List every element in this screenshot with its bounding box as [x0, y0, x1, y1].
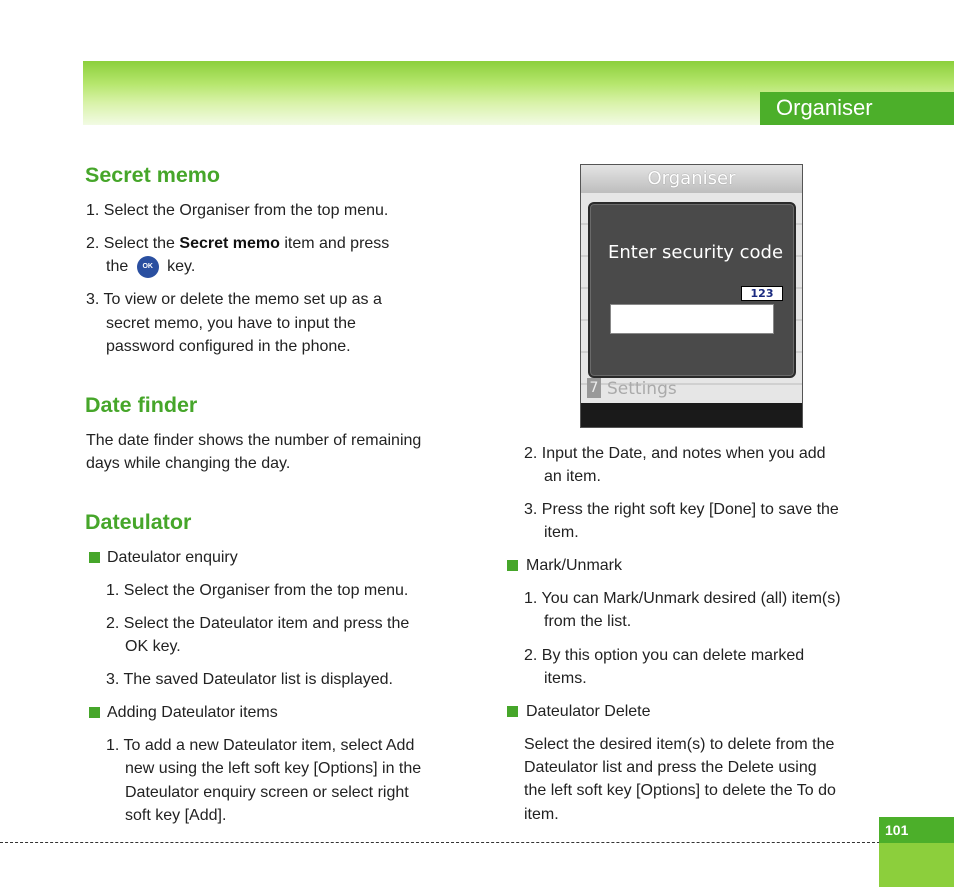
bullet-square-icon [507, 560, 518, 571]
footer-divider [0, 842, 880, 843]
enquiry-step-1: 1. Select the Organiser from the top menu. [106, 582, 409, 599]
date-finder-heading: Date finder [85, 393, 198, 417]
secret-memo-heading: Secret memo [85, 163, 221, 187]
dateulator-delete-label: Dateulator Delete [526, 703, 651, 720]
secret-memo-step-1: 1. Select the Organiser from the top menu. [86, 202, 389, 219]
mark-step-1-line-1: 1. You can Mark/Unmark desired (all) item(s) [524, 590, 841, 607]
delete-text-line-3: the left soft key [Options] to delete the To do [524, 782, 836, 799]
page-number: 101 [879, 817, 954, 843]
date-finder-text-line-2: days while changing the day. [86, 455, 291, 472]
adding-step-1-line-2: new using the left soft key [Options] in the [125, 760, 422, 777]
enquiry-step-3: 3. The saved Dateulator list is displayed. [106, 671, 393, 688]
step-2-prefix: 2. Select the [86, 235, 175, 252]
bullet-square-icon [507, 706, 518, 717]
mark-unmark-label: Mark/Unmark [526, 557, 623, 574]
enquiry-step-2-line-1: 2. Select the Dateulator item and press the [106, 615, 410, 632]
secret-memo-step-2-line-2 [106, 255, 195, 279]
adding-step-1-line-1: 1. To add a new Dateulator item, select Add [106, 737, 415, 754]
adding-step-3-line-1: 3. Press the right soft key [Done] to save the [524, 501, 839, 518]
security-code-dialog [588, 202, 796, 378]
enquiry-step-2-line-2: OK key. [125, 638, 181, 655]
adding-step-3-line-2: item. [544, 524, 579, 541]
adding-step-1-line-3: Dateulator enquiry screen or select right [125, 784, 409, 801]
settings-menu-item [581, 377, 802, 401]
security-code-input[interactable] [610, 304, 774, 334]
date-finder-text-line-1: The date finder shows the number of remaining [86, 432, 422, 449]
softkey-bar [581, 403, 802, 427]
delete-text-line-4: item. [524, 806, 559, 823]
mark-step-2-line-1: 2. By this option you can delete marked [524, 647, 805, 664]
adding-step-2-line-1: 2. Input the Date, and notes when you add [524, 445, 826, 462]
bullet-square-icon [89, 552, 100, 563]
bullet-square-icon [89, 707, 100, 718]
dateulator-heading: Dateulator [85, 510, 192, 534]
menu-label: Settings [607, 379, 677, 399]
menu-number: 7 [587, 378, 601, 398]
step-2-line2-prefix: the [106, 258, 129, 275]
secret-memo-menu-item: Secret memo [179, 235, 280, 252]
secret-memo-step-3-line-3: password configured in the phone. [106, 338, 351, 355]
delete-text-line-1: Select the desired item(s) to delete from the [524, 736, 835, 753]
dialog-prompt: Enter security code [608, 242, 784, 263]
ok-key-icon: OK [137, 256, 159, 278]
step-2-line2-suffix: key. [167, 258, 196, 275]
input-mode-badge: 123 [741, 286, 783, 301]
section-title: Organiser [760, 92, 954, 125]
phone-screen-title: Organiser [581, 165, 802, 193]
adding-items-label: Adding Dateulator items [107, 704, 278, 721]
adding-step-2-line-2: an item. [544, 468, 601, 485]
secret-memo-step-2 [86, 232, 389, 256]
adding-step-1-line-4: soft key [Add]. [125, 807, 227, 824]
phone-screenshot [580, 164, 803, 428]
step-2-suffix: item and press [284, 235, 390, 252]
secret-memo-step-3-line-1: 3. To view or delete the memo set up as a [86, 291, 382, 308]
secret-memo-step-3-line-2: secret memo, you have to input the [106, 315, 356, 332]
dateulator-enquiry-label: Dateulator enquiry [107, 549, 238, 566]
delete-text-line-2: Dateulator list and press the Delete using [524, 759, 817, 776]
mark-step-1-line-2: from the list. [544, 613, 632, 630]
mark-step-2-line-2: items. [544, 670, 587, 687]
